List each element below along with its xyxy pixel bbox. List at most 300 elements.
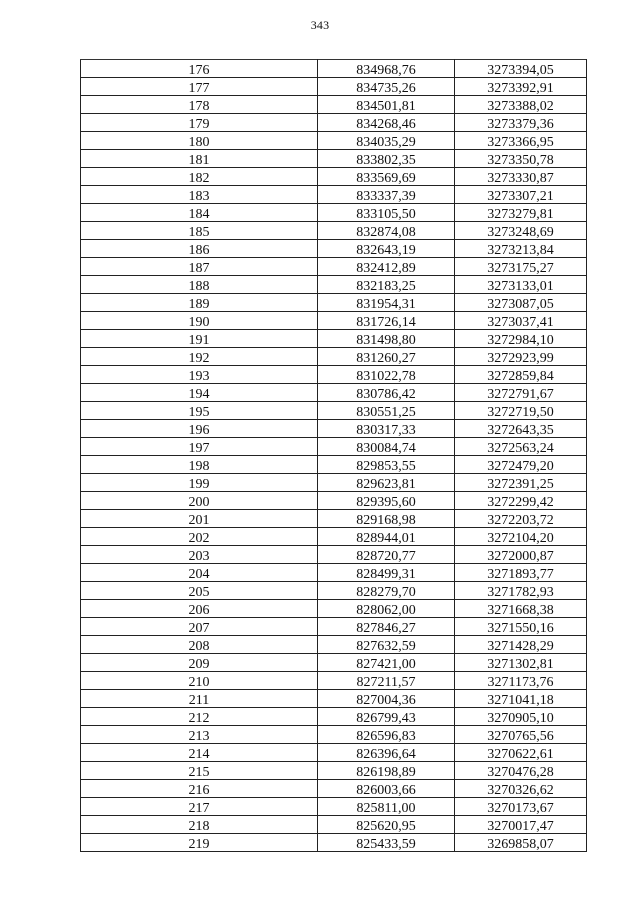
y-coordinate-text: 3273379,36 bbox=[487, 117, 554, 132]
point-number-cell bbox=[81, 528, 318, 546]
x-coordinate-cell bbox=[318, 564, 455, 582]
point-number-text: 177 bbox=[188, 81, 210, 96]
x-coordinate-cell bbox=[318, 456, 455, 474]
table-row bbox=[81, 294, 587, 312]
table-row bbox=[81, 78, 587, 96]
y-coordinate-text: 3271041,18 bbox=[487, 693, 554, 708]
point-number-cell bbox=[81, 600, 318, 618]
x-coordinate-text: 827211,57 bbox=[356, 675, 416, 690]
x-coordinate-cell bbox=[318, 96, 455, 114]
x-coordinate-cell bbox=[318, 726, 455, 744]
x-coordinate-cell bbox=[318, 600, 455, 618]
x-coordinate-text: 833802,35 bbox=[356, 153, 416, 168]
x-coordinate-cell bbox=[318, 312, 455, 330]
y-coordinate-cell bbox=[455, 186, 587, 204]
point-number-text: 213 bbox=[188, 729, 210, 744]
x-coordinate-cell bbox=[318, 420, 455, 438]
table-row bbox=[81, 438, 587, 456]
point-number-text: 195 bbox=[188, 405, 210, 420]
x-coordinate-cell bbox=[318, 654, 455, 672]
x-coordinate-cell bbox=[318, 330, 455, 348]
y-coordinate-cell bbox=[455, 474, 587, 492]
x-coordinate-text: 830317,33 bbox=[356, 423, 416, 438]
table-row bbox=[81, 186, 587, 204]
table-row bbox=[81, 528, 587, 546]
table-row bbox=[81, 708, 587, 726]
x-coordinate-cell bbox=[318, 222, 455, 240]
y-coordinate-text: 3270765,56 bbox=[487, 729, 554, 744]
y-coordinate-cell bbox=[455, 330, 587, 348]
point-number-cell bbox=[81, 636, 318, 654]
y-coordinate-text: 3272104,20 bbox=[487, 531, 554, 546]
x-coordinate-text: 829853,55 bbox=[356, 459, 416, 474]
x-coordinate-cell bbox=[318, 240, 455, 258]
table-row bbox=[81, 366, 587, 384]
x-coordinate-cell bbox=[318, 276, 455, 294]
point-number-text: 184 bbox=[188, 207, 210, 222]
x-coordinate-text: 828720,77 bbox=[356, 549, 416, 564]
y-coordinate-text: 3269858,07 bbox=[487, 837, 554, 852]
y-coordinate-cell bbox=[455, 222, 587, 240]
point-number-cell bbox=[81, 294, 318, 312]
y-coordinate-cell bbox=[455, 816, 587, 834]
x-coordinate-cell bbox=[318, 780, 455, 798]
point-number-cell bbox=[81, 186, 318, 204]
point-number-cell bbox=[81, 438, 318, 456]
y-coordinate-cell bbox=[455, 546, 587, 564]
point-number-cell bbox=[81, 222, 318, 240]
y-coordinate-cell bbox=[455, 834, 587, 852]
x-coordinate-text: 831022,78 bbox=[356, 369, 416, 384]
x-coordinate-text: 834968,76 bbox=[356, 63, 416, 78]
y-coordinate-cell bbox=[455, 582, 587, 600]
y-coordinate-text: 3271550,16 bbox=[487, 621, 554, 636]
y-coordinate-cell bbox=[455, 276, 587, 294]
point-number-text: 180 bbox=[188, 135, 210, 150]
y-coordinate-cell bbox=[455, 150, 587, 168]
x-coordinate-text: 828499,31 bbox=[356, 567, 416, 582]
x-coordinate-cell bbox=[318, 150, 455, 168]
y-coordinate-cell bbox=[455, 258, 587, 276]
x-coordinate-text: 827004,36 bbox=[356, 693, 416, 708]
x-coordinate-text: 832183,25 bbox=[356, 279, 416, 294]
y-coordinate-text: 3272563,24 bbox=[487, 441, 554, 456]
point-number-text: 188 bbox=[188, 279, 210, 294]
y-coordinate-cell bbox=[455, 204, 587, 222]
y-coordinate-cell bbox=[455, 510, 587, 528]
y-coordinate-text: 3273388,02 bbox=[487, 99, 554, 114]
point-number-cell bbox=[81, 780, 318, 798]
y-coordinate-text: 3271893,77 bbox=[487, 567, 554, 582]
x-coordinate-text: 832643,19 bbox=[356, 243, 416, 258]
point-number-cell bbox=[81, 654, 318, 672]
table-row bbox=[81, 600, 587, 618]
x-coordinate-text: 827421,00 bbox=[356, 657, 416, 672]
table-row bbox=[81, 474, 587, 492]
point-number-cell bbox=[81, 816, 318, 834]
x-coordinate-text: 834501,81 bbox=[356, 99, 416, 114]
y-coordinate-text: 3271428,29 bbox=[487, 639, 554, 654]
y-coordinate-text: 3271782,93 bbox=[487, 585, 554, 600]
y-coordinate-text: 3270476,28 bbox=[487, 765, 554, 780]
x-coordinate-cell bbox=[318, 690, 455, 708]
table-row bbox=[81, 798, 587, 816]
y-coordinate-text: 3272479,20 bbox=[487, 459, 554, 474]
x-coordinate-text: 834268,46 bbox=[356, 117, 416, 132]
y-coordinate-cell bbox=[455, 294, 587, 312]
point-number-text: 215 bbox=[188, 765, 210, 780]
y-coordinate-cell bbox=[455, 654, 587, 672]
point-number-cell bbox=[81, 690, 318, 708]
point-number-text: 212 bbox=[188, 711, 210, 726]
point-number-text: 207 bbox=[188, 621, 210, 636]
x-coordinate-text: 826396,64 bbox=[356, 747, 416, 762]
table-row bbox=[81, 348, 587, 366]
point-number-text: 186 bbox=[188, 243, 210, 258]
x-coordinate-text: 827846,27 bbox=[356, 621, 416, 636]
y-coordinate-text: 3273213,84 bbox=[487, 243, 554, 258]
point-number-text: 201 bbox=[188, 513, 210, 528]
coordinates-table-body bbox=[81, 60, 587, 852]
table-row bbox=[81, 456, 587, 474]
point-number-text: 211 bbox=[188, 693, 210, 708]
table-row bbox=[81, 222, 587, 240]
table-row bbox=[81, 582, 587, 600]
y-coordinate-text: 3270326,62 bbox=[487, 783, 554, 798]
y-coordinate-cell bbox=[455, 528, 587, 546]
point-number-cell bbox=[81, 78, 318, 96]
point-number-cell bbox=[81, 510, 318, 528]
table-row bbox=[81, 276, 587, 294]
y-coordinate-text: 3270622,61 bbox=[487, 747, 554, 762]
x-coordinate-cell bbox=[318, 78, 455, 96]
y-coordinate-text: 3270905,10 bbox=[487, 711, 554, 726]
x-coordinate-cell bbox=[318, 132, 455, 150]
y-coordinate-cell bbox=[455, 384, 587, 402]
y-coordinate-text: 3271173,76 bbox=[487, 675, 554, 690]
x-coordinate-text: 831726,14 bbox=[356, 315, 416, 330]
y-coordinate-cell bbox=[455, 600, 587, 618]
table-row bbox=[81, 150, 587, 168]
x-coordinate-text: 831260,27 bbox=[356, 351, 416, 366]
table-row bbox=[81, 564, 587, 582]
point-number-cell bbox=[81, 474, 318, 492]
y-coordinate-text: 3273350,78 bbox=[487, 153, 554, 168]
point-number-text: 181 bbox=[188, 153, 210, 168]
y-coordinate-cell bbox=[455, 564, 587, 582]
x-coordinate-text: 834735,26 bbox=[356, 81, 416, 96]
x-coordinate-text: 830084,74 bbox=[356, 441, 416, 456]
x-coordinate-text: 828062,00 bbox=[356, 603, 416, 618]
point-number-cell bbox=[81, 564, 318, 582]
point-number-text: 219 bbox=[188, 837, 210, 852]
point-number-cell bbox=[81, 276, 318, 294]
x-coordinate-cell bbox=[318, 510, 455, 528]
point-number-cell bbox=[81, 96, 318, 114]
x-coordinate-cell bbox=[318, 348, 455, 366]
point-number-cell bbox=[81, 204, 318, 222]
y-coordinate-cell bbox=[455, 132, 587, 150]
table-row bbox=[81, 636, 587, 654]
point-number-text: 197 bbox=[188, 441, 210, 456]
y-coordinate-cell bbox=[455, 690, 587, 708]
y-coordinate-text: 3272391,25 bbox=[487, 477, 554, 492]
y-coordinate-text: 3272000,87 bbox=[487, 549, 554, 564]
point-number-cell bbox=[81, 114, 318, 132]
point-number-text: 194 bbox=[188, 387, 210, 402]
x-coordinate-cell bbox=[318, 114, 455, 132]
point-number-text: 199 bbox=[188, 477, 210, 492]
x-coordinate-text: 829395,60 bbox=[356, 495, 416, 510]
y-coordinate-cell bbox=[455, 438, 587, 456]
y-coordinate-text: 3273394,05 bbox=[487, 63, 554, 78]
point-number-text: 209 bbox=[188, 657, 210, 672]
point-number-text: 218 bbox=[188, 819, 210, 834]
x-coordinate-cell bbox=[318, 402, 455, 420]
x-coordinate-cell bbox=[318, 492, 455, 510]
y-coordinate-cell bbox=[455, 420, 587, 438]
point-number-text: 189 bbox=[188, 297, 210, 312]
y-coordinate-text: 3273037,41 bbox=[487, 315, 554, 330]
table-row bbox=[81, 168, 587, 186]
point-number-cell bbox=[81, 60, 318, 78]
point-number-cell bbox=[81, 150, 318, 168]
table-row bbox=[81, 240, 587, 258]
x-coordinate-cell bbox=[318, 204, 455, 222]
x-coordinate-text: 830786,42 bbox=[356, 387, 416, 402]
y-coordinate-text: 3273133,01 bbox=[487, 279, 554, 294]
y-coordinate-cell bbox=[455, 636, 587, 654]
point-number-cell bbox=[81, 258, 318, 276]
x-coordinate-cell bbox=[318, 798, 455, 816]
table-row bbox=[81, 420, 587, 438]
table-row bbox=[81, 402, 587, 420]
point-number-cell bbox=[81, 762, 318, 780]
y-coordinate-cell bbox=[455, 798, 587, 816]
y-coordinate-text: 3273087,05 bbox=[487, 297, 554, 312]
point-number-text: 216 bbox=[188, 783, 210, 798]
point-number-text: 200 bbox=[188, 495, 210, 510]
x-coordinate-cell bbox=[318, 816, 455, 834]
x-coordinate-text: 830551,25 bbox=[356, 405, 416, 420]
x-coordinate-text: 826003,66 bbox=[356, 783, 416, 798]
x-coordinate-text: 828944,01 bbox=[356, 531, 416, 546]
x-coordinate-cell bbox=[318, 834, 455, 852]
y-coordinate-cell bbox=[455, 348, 587, 366]
point-number-text: 183 bbox=[188, 189, 210, 204]
y-coordinate-text: 3273248,69 bbox=[487, 225, 554, 240]
y-coordinate-text: 3271668,38 bbox=[487, 603, 554, 618]
point-number-cell bbox=[81, 744, 318, 762]
point-number-text: 196 bbox=[188, 423, 210, 438]
point-number-text: 192 bbox=[188, 351, 210, 366]
x-coordinate-cell bbox=[318, 672, 455, 690]
table-row bbox=[81, 258, 587, 276]
y-coordinate-cell bbox=[455, 780, 587, 798]
point-number-text: 214 bbox=[188, 747, 210, 762]
y-coordinate-cell bbox=[455, 114, 587, 132]
point-number-cell bbox=[81, 168, 318, 186]
x-coordinate-cell bbox=[318, 474, 455, 492]
point-number-text: 179 bbox=[188, 117, 210, 132]
x-coordinate-text: 834035,29 bbox=[356, 135, 416, 150]
x-coordinate-cell bbox=[318, 384, 455, 402]
y-coordinate-text: 3272791,67 bbox=[487, 387, 554, 402]
point-number-cell bbox=[81, 672, 318, 690]
page-number: 343 bbox=[310, 18, 330, 32]
x-coordinate-text: 831954,31 bbox=[356, 297, 416, 312]
y-coordinate-text: 3270017,47 bbox=[487, 819, 554, 834]
y-coordinate-cell bbox=[455, 492, 587, 510]
y-coordinate-cell bbox=[455, 366, 587, 384]
table-row bbox=[81, 312, 587, 330]
point-number-cell bbox=[81, 330, 318, 348]
y-coordinate-text: 3273175,27 bbox=[487, 261, 554, 276]
table-row bbox=[81, 762, 587, 780]
y-coordinate-text: 3272859,84 bbox=[487, 369, 554, 384]
x-coordinate-cell bbox=[318, 744, 455, 762]
x-coordinate-cell bbox=[318, 438, 455, 456]
table-row bbox=[81, 726, 587, 744]
point-number-cell bbox=[81, 618, 318, 636]
y-coordinate-cell bbox=[455, 168, 587, 186]
point-number-cell bbox=[81, 366, 318, 384]
y-coordinate-cell bbox=[455, 618, 587, 636]
y-coordinate-cell bbox=[455, 744, 587, 762]
point-number-cell bbox=[81, 312, 318, 330]
coordinates-table bbox=[80, 59, 587, 852]
y-coordinate-text: 3273392,91 bbox=[487, 81, 554, 96]
x-coordinate-cell bbox=[318, 762, 455, 780]
table-row bbox=[81, 690, 587, 708]
table-row bbox=[81, 492, 587, 510]
x-coordinate-cell bbox=[318, 708, 455, 726]
x-coordinate-cell bbox=[318, 636, 455, 654]
point-number-cell bbox=[81, 582, 318, 600]
point-number-text: 210 bbox=[188, 675, 210, 690]
y-coordinate-text: 3272923,99 bbox=[487, 351, 554, 366]
x-coordinate-text: 826799,43 bbox=[356, 711, 416, 726]
y-coordinate-text: 3270173,67 bbox=[487, 801, 554, 816]
y-coordinate-cell bbox=[455, 240, 587, 258]
x-coordinate-text: 833105,50 bbox=[356, 207, 416, 222]
y-coordinate-text: 3273279,81 bbox=[487, 207, 554, 222]
y-coordinate-cell bbox=[455, 96, 587, 114]
x-coordinate-cell bbox=[318, 60, 455, 78]
x-coordinate-cell bbox=[318, 618, 455, 636]
y-coordinate-cell bbox=[455, 312, 587, 330]
point-number-text: 193 bbox=[188, 369, 210, 384]
table-row bbox=[81, 60, 587, 78]
table-row bbox=[81, 132, 587, 150]
x-coordinate-text: 826596,83 bbox=[356, 729, 416, 744]
point-number-cell bbox=[81, 420, 318, 438]
y-coordinate-text: 3272719,50 bbox=[487, 405, 554, 420]
point-number-cell bbox=[81, 798, 318, 816]
y-coordinate-text: 3272299,42 bbox=[487, 495, 554, 510]
x-coordinate-text: 832874,08 bbox=[356, 225, 416, 240]
x-coordinate-text: 831498,80 bbox=[356, 333, 416, 348]
point-number-text: 182 bbox=[188, 171, 210, 186]
table-row bbox=[81, 510, 587, 528]
point-number-text: 217 bbox=[188, 801, 210, 816]
point-number-text: 208 bbox=[188, 639, 210, 654]
y-coordinate-cell bbox=[455, 60, 587, 78]
x-coordinate-cell bbox=[318, 582, 455, 600]
y-coordinate-cell bbox=[455, 402, 587, 420]
point-number-text: 203 bbox=[188, 549, 210, 564]
x-coordinate-text: 826198,89 bbox=[356, 765, 416, 780]
y-coordinate-text: 3271302,81 bbox=[487, 657, 554, 672]
table-row bbox=[81, 204, 587, 222]
table-row bbox=[81, 780, 587, 798]
table-row bbox=[81, 834, 587, 852]
y-coordinate-text: 3273330,87 bbox=[487, 171, 554, 186]
point-number-text: 205 bbox=[188, 585, 210, 600]
table-row bbox=[81, 114, 587, 132]
y-coordinate-text: 3273366,95 bbox=[487, 135, 554, 150]
x-coordinate-text: 825811,00 bbox=[356, 801, 416, 816]
y-coordinate-text: 3272203,72 bbox=[487, 513, 554, 528]
x-coordinate-text: 833337,39 bbox=[356, 189, 416, 204]
point-number-text: 204 bbox=[188, 567, 210, 582]
table-row bbox=[81, 330, 587, 348]
point-number-cell bbox=[81, 708, 318, 726]
point-number-cell bbox=[81, 240, 318, 258]
x-coordinate-cell bbox=[318, 168, 455, 186]
x-coordinate-text: 827632,59 bbox=[356, 639, 416, 654]
point-number-cell bbox=[81, 492, 318, 510]
point-number-cell bbox=[81, 834, 318, 852]
table-row bbox=[81, 618, 587, 636]
x-coordinate-text: 828279,70 bbox=[356, 585, 416, 600]
x-coordinate-cell bbox=[318, 258, 455, 276]
point-number-cell bbox=[81, 384, 318, 402]
point-number-cell bbox=[81, 132, 318, 150]
x-coordinate-cell bbox=[318, 294, 455, 312]
point-number-cell bbox=[81, 456, 318, 474]
table-row bbox=[81, 546, 587, 564]
x-coordinate-text: 833569,69 bbox=[356, 171, 416, 186]
table-row bbox=[81, 816, 587, 834]
y-coordinate-cell bbox=[455, 762, 587, 780]
point-number-text: 198 bbox=[188, 459, 210, 474]
point-number-text: 202 bbox=[188, 531, 210, 546]
y-coordinate-cell bbox=[455, 456, 587, 474]
table-row bbox=[81, 672, 587, 690]
point-number-cell bbox=[81, 348, 318, 366]
point-number-text: 178 bbox=[188, 99, 210, 114]
point-number-text: 176 bbox=[188, 63, 210, 78]
x-coordinate-cell bbox=[318, 366, 455, 384]
x-coordinate-text: 829168,98 bbox=[356, 513, 416, 528]
y-coordinate-text: 3272643,35 bbox=[487, 423, 554, 438]
table-row bbox=[81, 96, 587, 114]
point-number-cell bbox=[81, 546, 318, 564]
table-row bbox=[81, 654, 587, 672]
x-coordinate-text: 825433,59 bbox=[356, 837, 416, 852]
x-coordinate-cell bbox=[318, 528, 455, 546]
point-number-text: 185 bbox=[188, 225, 210, 240]
y-coordinate-text: 3273307,21 bbox=[487, 189, 554, 204]
table-row bbox=[81, 384, 587, 402]
x-coordinate-cell bbox=[318, 186, 455, 204]
point-number-cell bbox=[81, 402, 318, 420]
y-coordinate-text: 3272984,10 bbox=[487, 333, 554, 348]
x-coordinate-text: 832412,89 bbox=[356, 261, 416, 276]
x-coordinate-cell bbox=[318, 546, 455, 564]
y-coordinate-cell bbox=[455, 78, 587, 96]
